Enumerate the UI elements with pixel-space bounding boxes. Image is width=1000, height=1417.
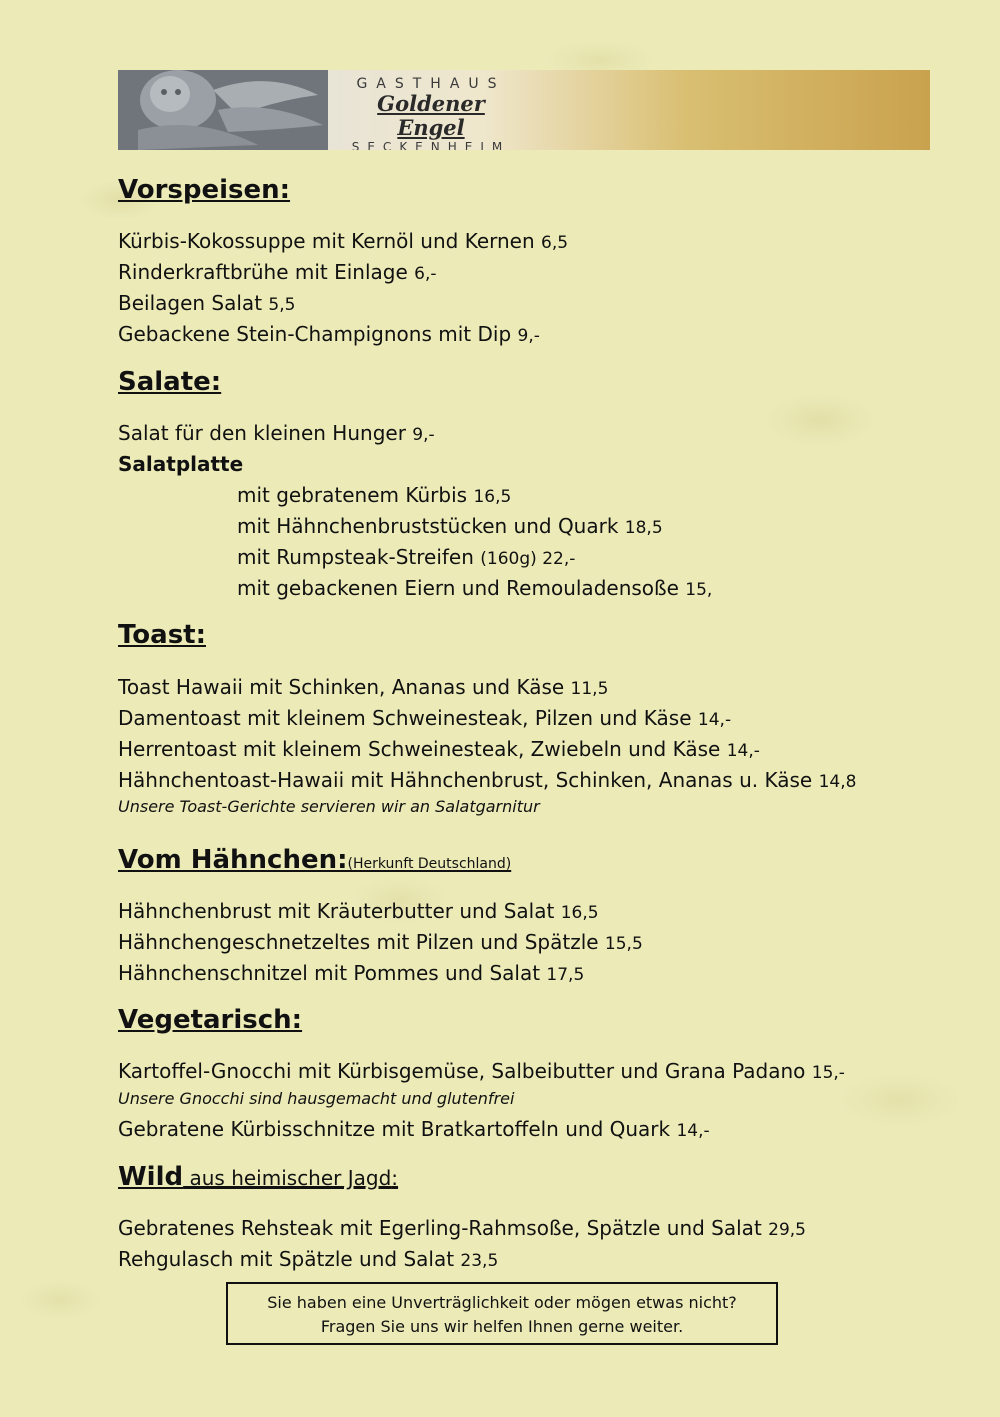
item-price: (160g) 22,- xyxy=(480,549,576,569)
item-price: 14,- xyxy=(697,710,732,730)
item-name: Hähnchengeschnetzeltes mit Pilzen und Spätzle xyxy=(118,930,605,954)
restaurant-logo xyxy=(346,76,516,150)
item-price: 11,5 xyxy=(570,679,609,699)
item-name: Beilagen Salat xyxy=(118,291,269,315)
item-name: Toast Hawaii mit Schinken, Ananas und Käse xyxy=(118,675,571,699)
header-banner xyxy=(118,70,930,150)
section-title-vegetarisch: Vegetarisch: xyxy=(118,1005,303,1035)
item-price: 23,5 xyxy=(460,1251,499,1271)
gnocchi-note: Unsere Gnocchi sind hausgemacht und glutenfrei xyxy=(118,1089,515,1108)
section-title-vorspeisen: Vorspeisen: xyxy=(118,175,291,205)
section-title-toast: Toast: xyxy=(118,620,206,650)
allergy-notice-box xyxy=(226,1282,778,1345)
item-price: 16,5 xyxy=(473,487,512,507)
menu-item xyxy=(237,545,575,569)
item-price: 14,- xyxy=(726,741,760,761)
item-name: Gebackene Stein-Champignons mit Dip xyxy=(118,322,518,346)
section-title-text: Wild xyxy=(118,1162,184,1192)
item-name: mit Hähnchenbruststücken und Quark xyxy=(237,514,625,538)
logo-line-gasthaus: GASTHAUS xyxy=(356,76,506,92)
angel-statue-icon xyxy=(118,70,328,150)
item-price: 6,- xyxy=(414,264,437,284)
item-name: Kürbis-Kokossuppe mit Kernöl und Kernen xyxy=(118,229,542,253)
menu-item xyxy=(118,1247,498,1271)
notice-line-1: Sie haben eine Unverträglichkeit oder mögen etwas nicht? xyxy=(267,1293,737,1312)
section-subtitle: aus heimischer Jagd xyxy=(183,1166,392,1190)
item-name: Gebratene Kürbisschnitze mit Bratkartoffeln und Quark xyxy=(118,1117,677,1141)
item-price: 15,5 xyxy=(604,934,643,954)
menu-item xyxy=(118,1216,806,1240)
menu-item xyxy=(118,899,599,923)
item-price: 14,- xyxy=(676,1121,710,1141)
section-colon: : xyxy=(391,1166,399,1190)
item-price: 9,- xyxy=(517,326,540,346)
menu-item xyxy=(118,421,435,445)
item-name: mit gebackenen Eiern und Remouladensoße xyxy=(237,576,686,600)
item-name: Rehgulasch mit Spätzle und Salat xyxy=(118,1247,461,1271)
menu-item xyxy=(118,675,608,699)
section-title-text: Vom Hähnchen: xyxy=(118,845,348,875)
item-price: 5,5 xyxy=(268,295,296,315)
menu-item xyxy=(118,291,295,315)
item-price: 16,5 xyxy=(560,903,599,923)
menu-item xyxy=(118,1117,710,1141)
menu-item xyxy=(118,961,584,985)
item-price: 18,5 xyxy=(624,518,663,538)
menu-item xyxy=(237,514,663,538)
origin-note: (Herkunft Deutschland) xyxy=(347,856,512,872)
notice-line-2: Fragen Sie uns wir helfen Ihnen gerne weiter. xyxy=(320,1317,684,1336)
menu-item xyxy=(118,930,643,954)
menu-item xyxy=(118,1059,845,1083)
menu-item xyxy=(237,483,511,507)
item-name: Kartoffel-Gnocchi mit Kürbisgemüse, Salbeibutter und Grana Padano xyxy=(118,1059,812,1083)
menu-item xyxy=(118,229,568,253)
item-price: 15,- xyxy=(811,1063,845,1083)
logo-line-name: Goldener Engel xyxy=(377,91,485,140)
toast-note: Unsere Toast-Gerichte servieren wir an Salatgarnitur xyxy=(118,797,540,816)
item-price: 15, xyxy=(685,580,713,600)
item-price: 9,- xyxy=(412,425,435,445)
logo-line-location: SECKENHEIM xyxy=(351,140,511,150)
platter-label: Salatplatte xyxy=(118,452,244,476)
item-name: Damentoast mit kleinem Schweinesteak, Pilzen und Käse xyxy=(118,706,698,730)
item-name: Hähnchenschnitzel mit Pommes und Salat xyxy=(118,961,547,985)
item-name: Gebratenes Rehsteak mit Egerling-Rahmsoße, Spätzle und Salat xyxy=(118,1216,769,1240)
menu-item xyxy=(118,737,760,761)
item-price: 17,5 xyxy=(546,965,585,985)
item-name: mit Rumpsteak-Streifen xyxy=(237,545,481,569)
item-name: mit gebratenem Kürbis xyxy=(237,483,474,507)
item-name: Rinderkraftbrühe mit Einlage xyxy=(118,260,415,284)
section-title-wild xyxy=(118,1162,398,1192)
item-name: Salat für den kleinen Hunger xyxy=(118,421,413,445)
item-price: 6,5 xyxy=(541,233,569,253)
section-title-haehnchen xyxy=(118,845,511,875)
menu-item xyxy=(118,322,540,346)
menu-item xyxy=(118,706,731,730)
item-name: Herrentoast mit kleinem Schweinesteak, Zwiebeln und Käse xyxy=(118,737,727,761)
item-price: 14,8 xyxy=(818,772,857,792)
menu-item xyxy=(118,260,437,284)
menu-item xyxy=(118,768,856,792)
item-name: Hähnchentoast-Hawaii mit Hähnchenbrust, Schinken, Ananas u. Käse xyxy=(118,768,819,792)
menu-item xyxy=(237,576,712,600)
section-title-salate: Salate: xyxy=(118,367,222,397)
item-price: 29,5 xyxy=(768,1220,806,1240)
item-name: Hähnchenbrust mit Kräuterbutter und Salat xyxy=(118,899,561,923)
